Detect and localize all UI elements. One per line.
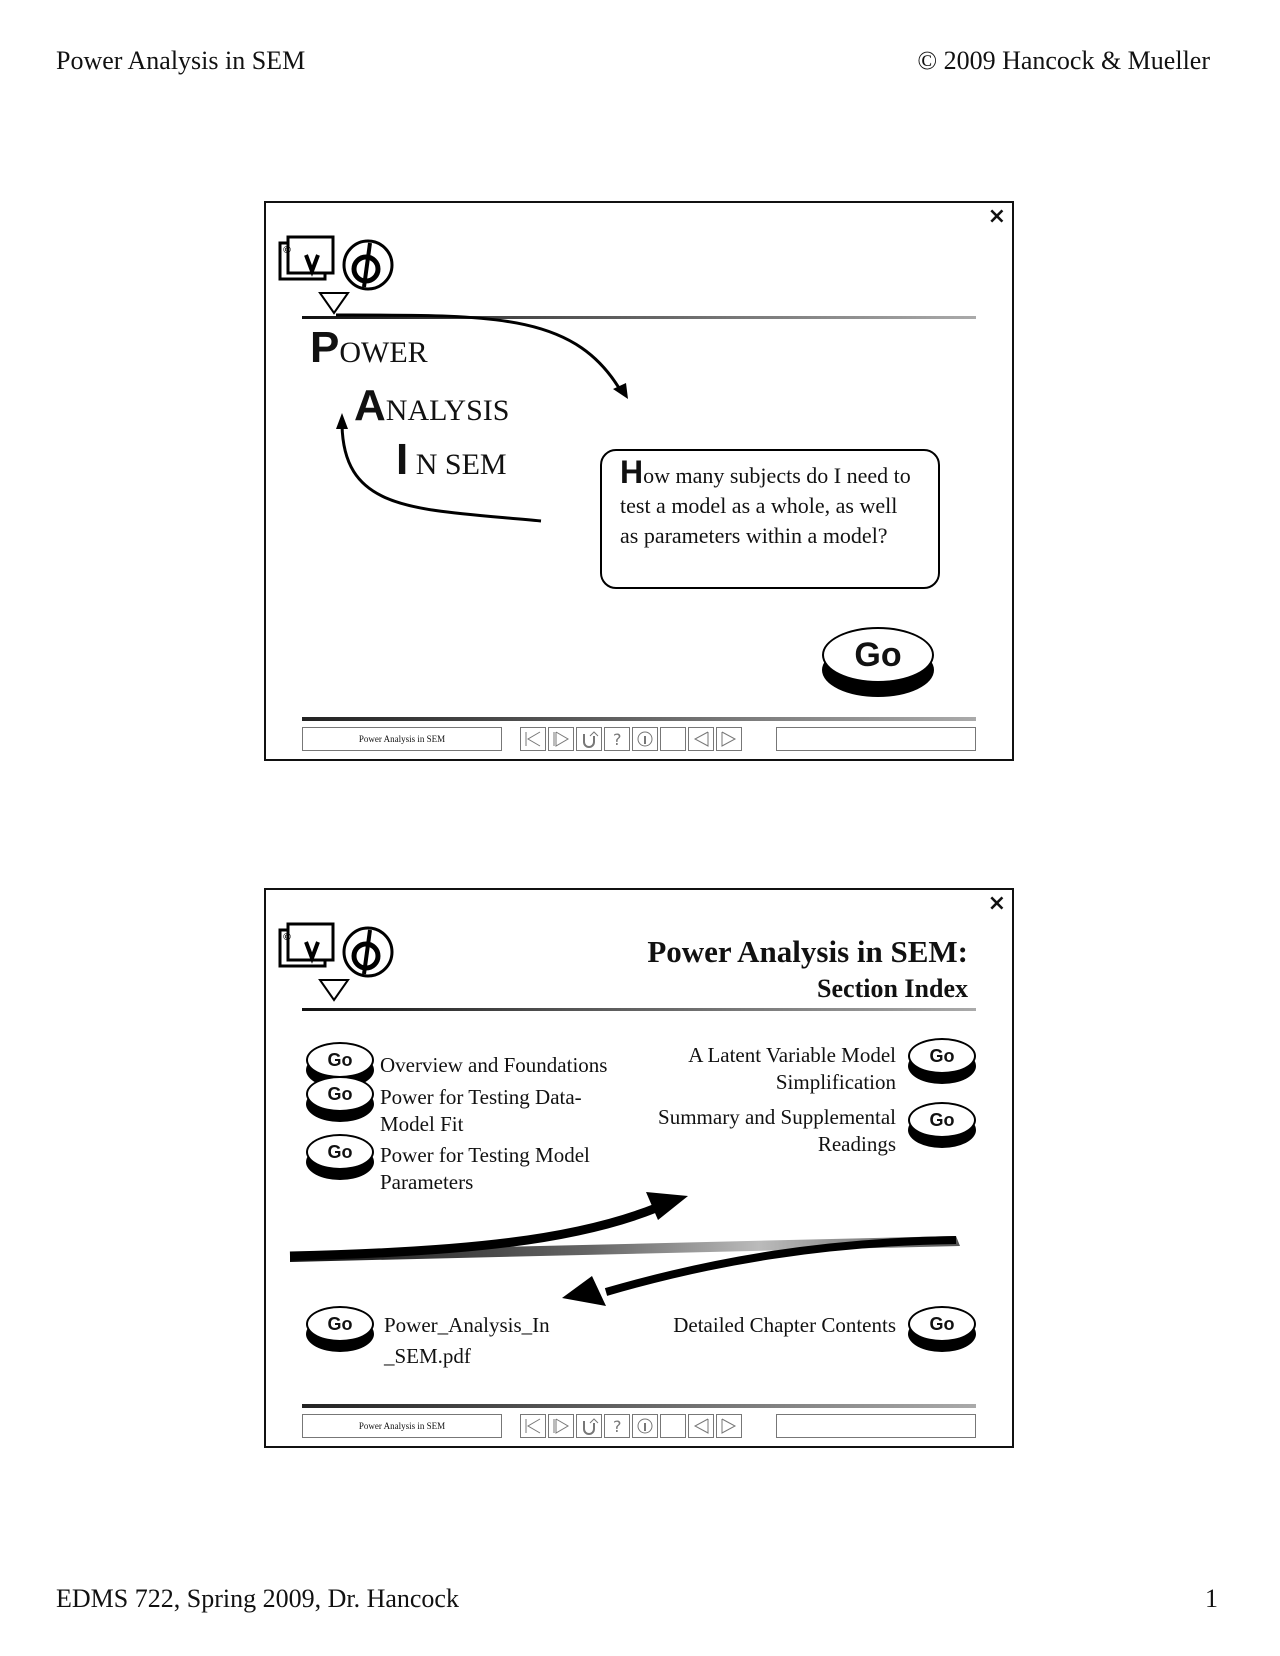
slide2-subtitle: Section Index <box>817 974 968 1003</box>
footer-title: Power Analysis in SEM <box>302 727 502 751</box>
blank-nav-slot <box>660 727 686 751</box>
slide1-nav-footer <box>302 717 976 755</box>
slide1-title-line2: ANALYSIS <box>354 381 510 430</box>
index-label-model-parameters: Power for Testing Model Parameters <box>380 1143 590 1194</box>
nav-buttons <box>520 1414 742 1438</box>
go-button-chapter-contents[interactable] <box>908 1306 976 1354</box>
index-label-overview: Overview and Foundations <box>380 1053 608 1077</box>
go-button-label: Go <box>908 1102 976 1138</box>
return-icon[interactable] <box>576 727 602 751</box>
help-icon[interactable] <box>604 1414 630 1438</box>
return-icon[interactable] <box>576 1414 602 1438</box>
forward-icon[interactable] <box>716 1414 742 1438</box>
footer-status-box <box>776 1414 976 1438</box>
first-page-icon[interactable] <box>520 727 546 751</box>
footer-status-box <box>776 727 976 751</box>
help-icon[interactable] <box>604 727 630 751</box>
go-button-label: Go <box>306 1076 374 1112</box>
slide1-title-line1: POWER <box>310 323 428 372</box>
next-page-icon[interactable] <box>548 727 574 751</box>
go-button-label: Go <box>306 1042 374 1078</box>
go-button-label: Go <box>908 1038 976 1074</box>
nav-buttons <box>520 727 742 751</box>
info-icon[interactable] <box>632 1414 658 1438</box>
slide2-title: Power Analysis in SEM: <box>647 934 968 969</box>
slide1-title-line3: I N SEM <box>396 435 507 484</box>
footer-title: Power Analysis in SEM <box>302 1414 502 1438</box>
footer-rule <box>302 1404 976 1408</box>
index-label-chapter-contents: Detailed Chapter Contents <box>673 1313 896 1337</box>
page-header-left: Power Analysis in SEM <box>56 46 306 75</box>
index-label-pdf: Power_Analysis_In _SEM.pdf <box>384 1313 550 1368</box>
index-label-latent-variable: A Latent Variable Model Simplification <box>688 1043 896 1094</box>
slide2-nav-footer <box>302 1404 976 1442</box>
next-page-icon[interactable] <box>548 1414 574 1438</box>
go-button-label: Go <box>822 627 934 683</box>
close-icon[interactable]: × <box>987 204 1006 229</box>
index-label-summary: Summary and Supplemental Readings <box>658 1105 896 1156</box>
first-page-icon[interactable] <box>520 1414 546 1438</box>
go-button-pdf[interactable] <box>306 1306 374 1354</box>
info-icon[interactable] <box>632 727 658 751</box>
go-button-label: Go <box>306 1134 374 1170</box>
page-footer-left: EDMS 722, Spring 2009, Dr. Hancock <box>56 1584 459 1613</box>
index-label-data-model-fit: Power for Testing Data-Model Fit <box>380 1085 582 1136</box>
svg-text:?: ? <box>613 730 622 748</box>
forward-icon[interactable] <box>716 727 742 751</box>
slide-1 <box>264 201 1014 761</box>
go-button-label: Go <box>908 1306 976 1342</box>
go-button-start[interactable] <box>822 627 934 699</box>
question-box: How many subjects do I need to test a model as a whole, as well as parameters within a model? <box>600 449 940 589</box>
back-icon[interactable] <box>688 727 714 751</box>
back-icon[interactable] <box>688 1414 714 1438</box>
svg-text:©: © <box>282 932 292 943</box>
close-icon[interactable]: × <box>987 891 1006 916</box>
blank-nav-slot <box>660 1414 686 1438</box>
go-button-label: Go <box>306 1306 374 1342</box>
crossing-arrows <box>266 890 1016 1450</box>
svg-text:?: ? <box>613 1417 622 1435</box>
footer-rule <box>302 717 976 721</box>
slide-2 <box>264 888 1014 1448</box>
page-header-right: © 2009 Hancock & Mueller <box>917 46 1210 75</box>
svg-text:©: © <box>282 245 292 256</box>
page-number: 1 <box>1205 1584 1218 1613</box>
